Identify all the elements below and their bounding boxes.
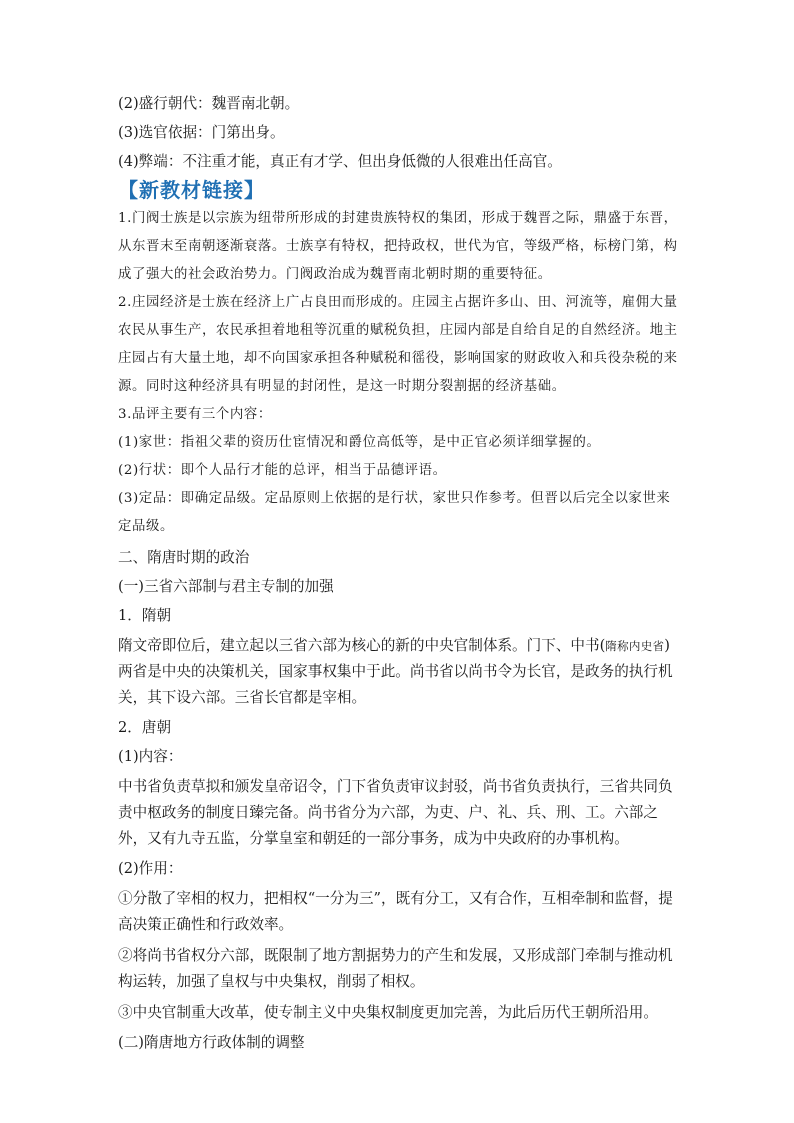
paragraph: 中书省负责草拟和颁发皇帝诏令，门下省负责审议封驳，尚书省负责执行，三省共同负责中枢政务的制度日臻完备。尚书省分为六部，为吏、户、礼、兵、刑、工。六部之外，又有九寺五监，分掌皇室和朝廷的一部分事务，成为中央政府的办事机构。 [118,778,673,847]
heading: 二、隋唐时期的政治 [118,549,250,566]
heading: (二)隋唐地方行政体制的调整 [118,1034,305,1051]
paragraph: 2.庄园经济是士族在经济上广占良田而形成的。庄园主占据许多山、田、河流等，雇佣大量农民从事生产，农民承担着地租等沉重的赋税负担，庄园内部是自给自足的自然经济。地主庄园占有大量土地，却不向国家承担各种赋税和徭役，影响国家的财政收入和兵役杂税的来源。同时这种经济具有明显的封闭性，是这一时期分裂割据的经济基础。 [118,295,678,394]
paragraph: (2)行状：即个人品行才能的总评，相当于品德评语。 [118,463,447,478]
paragraph: ②将尚书省权分六部，既限制了地方割据势力的产生和发展，又形成部门牵制与推动机构运转，加强了皇权与中央集权，削弱了相权。 [118,947,673,990]
paragraph: 3.品评主要有三个内容： [118,407,272,422]
note-span: 隋称内史省 [605,639,665,653]
paragraph [118,633,678,711]
text-span: )两省是中央的决策机关，国家事权集中于此。尚书省以尚书令为长官，是政务的执行机关，其下设六部。三省长官都是宰相。 [118,637,673,706]
text-line: (4)弊端：不注重才能，真正有才学、但出身低微的人很难出任高官。 [118,153,562,170]
heading: (2)作用： [118,860,183,877]
paragraph: (3)定品：即确定品级。定品原则上依据的是行状，家世只作参考。但晋以后完全以家世来定品级。 [118,491,671,534]
text-line: (2)盛行朝代：魏晋南北朝。 [118,95,300,112]
text-span: 隋文帝即位后，建立起以三省六部为核心的新的中央官制体系。门下、中书( [118,637,606,654]
paragraph: ③中央官制重大改革，使专制主义中央集权制度更加完善，为此后历代王朝所沿用。 [118,1004,658,1021]
heading: 1．隋朝 [118,607,172,624]
heading: 2．唐朝 [118,719,172,736]
paragraph: 1.门阀士族是以宗族为纽带所形成的封建贵族特权的集团，形成于魏晋之际，鼎盛于东晋，从东晋末至南朝逐渐衰落。士族享有特权，把持政权，世代为官，等级严格，标榜门第，构成了强大的社会政治势力。门阀政治成为魏晋南北朝时期的重要特征。 [118,211,678,282]
heading: (1)内容： [118,748,183,765]
text-line: (3)选官依据：门第出身。 [118,124,285,141]
paragraph: (1)家世：指祖父辈的资历仕宦情况和爵位高低等，是中正官必须详细掌握的。 [118,435,601,450]
section-banner: 【新教材链接】 [118,178,265,202]
heading: (一)三省六部制与君主专制的加强 [118,578,334,595]
paragraph: ①分散了宰相的权力，把相权“一分为三”，既有分工，又有合作，互相牵制和监督，提高决策正确性和行政效率。 [118,890,673,933]
document-page [118,92,678,1055]
